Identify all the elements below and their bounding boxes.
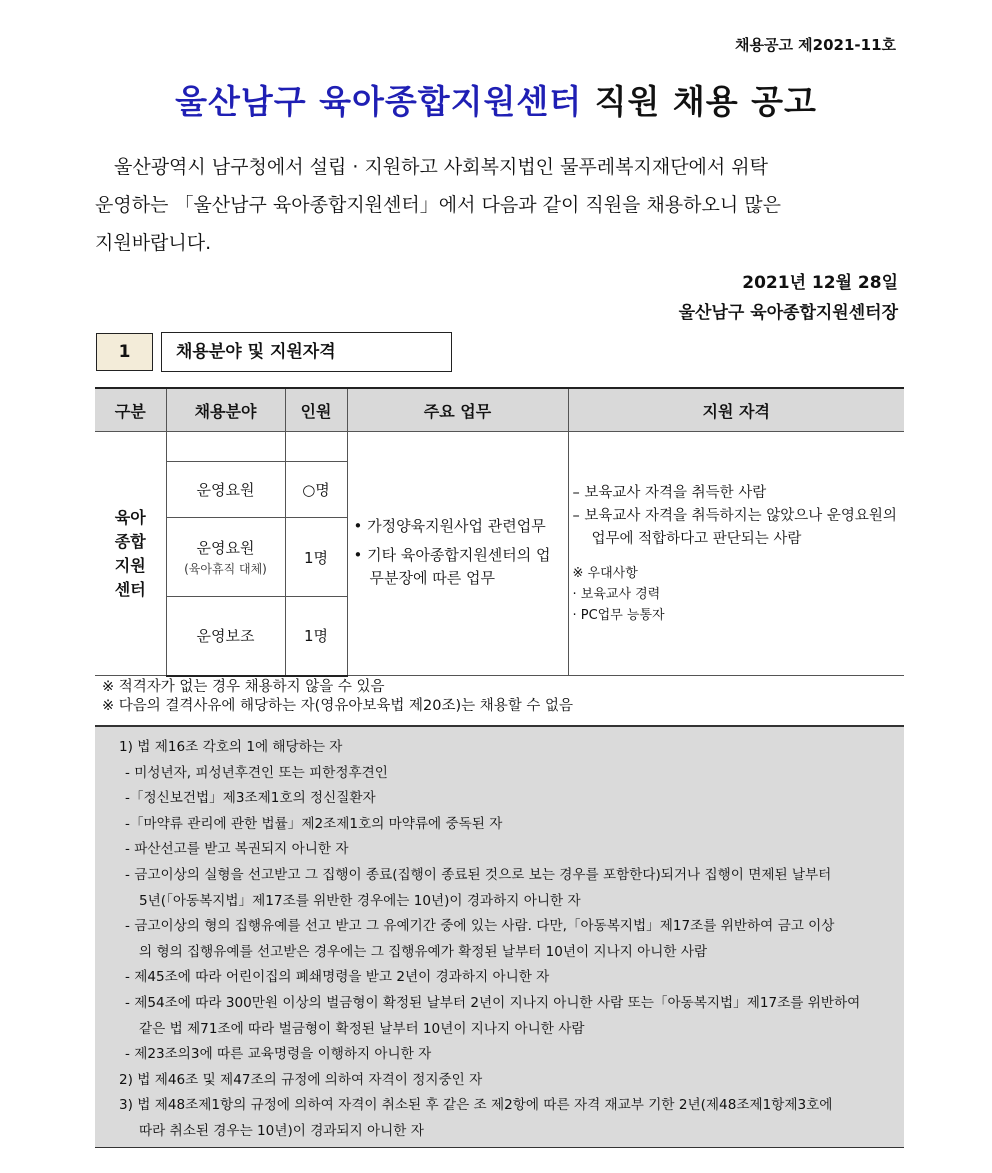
notice-number: 채용공고 제2021-11호	[734, 36, 896, 54]
field-cell: 운영요원	[166, 462, 285, 518]
disqualification-box	[95, 725, 904, 1148]
page-title	[0, 76, 992, 123]
disqualification-item: - 파산선고를 받고 복권되지 아니한 자	[125, 841, 349, 858]
duties-cell	[347, 432, 568, 676]
disqualification-item: - 제45조에 따라 어린이집의 폐쇄명령을 받고 2년이 경과하지 아니한 자	[125, 969, 550, 986]
count-cell: 1명	[285, 518, 347, 597]
preference-item: · PC업무 능통자	[572, 607, 665, 623]
disqualification-item: - 제23조의3에 따른 교육명령을 이행하지 아니한 자	[125, 1046, 432, 1063]
duty-item: • 가정양육지원사업 관련업무	[353, 516, 546, 535]
title-recruit-notice: 직원 채용 공고	[594, 82, 817, 121]
qualifications-cell	[568, 432, 904, 676]
table-spacer-row	[95, 432, 904, 462]
header-qualifications: 지원 자격	[568, 388, 904, 432]
disqualification-clause: 3) 법 제48조제1항의 규정에 의하여 자격이 취소된 후 같은 조 제2항에 따른 자격 재교부 기한 2년(제48조제1항제3호에	[119, 1097, 833, 1114]
note-item: ※ 적격자가 없는 경우 채용하지 않을 수 있음	[102, 679, 385, 695]
disqualification-item: -「정신보건법」제3조제1호의 정신질환자	[125, 790, 376, 807]
header-count: 인원	[285, 388, 347, 432]
duty-item: • 기타 육아종합지원센터의 업무분장에 따른 업무	[353, 545, 551, 587]
field-cell: 운영보조	[166, 597, 285, 676]
count-cell: 1명	[285, 597, 347, 676]
disqualification-item: -「마약류 관리에 관한 법률」제2조제1호의 마약류에 중독된 자	[125, 815, 503, 832]
preferences	[573, 563, 899, 626]
intro-paragraph	[95, 148, 900, 262]
header-field: 채용분야	[166, 388, 285, 432]
disqualification-item: - 제54조에 따라 300만원 이상의 벌금형이 확정된 날부터 2년이 지나지 아니한 사람 또는「아동복지법」제17조를 위반하여	[125, 994, 861, 1011]
field-note: (육아휴직 대체)	[184, 562, 267, 576]
intro-line: 울산광역시 남구청에서 설립 · 지원하고 사회복지법인 물푸레복지재단에서 위탁	[114, 156, 768, 178]
disqualification-item: 의 형의 집행유예를 선고받은 경우에는 그 집행유예가 확정된 날부터 10년이 지나지 아니한 사람	[139, 943, 708, 960]
disqualification-item: - 미성년자, 피성년후견인 또는 피한정후견인	[125, 764, 388, 781]
qualification-item: – 보육교사 자격을 취득한 사람	[572, 484, 767, 501]
disqualification-item: 따라 취소된 경우는 10년)이 경과되지 아니한 자	[139, 1122, 424, 1139]
section-title: 채용분야 및 지원자격	[161, 332, 452, 372]
header-category: 구분	[95, 388, 166, 432]
note-item: ※ 다음의 결격사유에 해당하는 자(영유아보육법 제20조)는 채용할 수 없음	[102, 698, 573, 714]
count-cell: ○명	[285, 462, 347, 518]
category-line: 지원	[114, 555, 146, 575]
disqualification-item: - 금고이상의 형의 집행유예를 선고 받고 그 유예기간 중에 있는 사람. 다만,「아동복지법」제17조를 위반하여 금고 이상	[125, 918, 835, 935]
field-name: 운영요원	[196, 539, 255, 557]
category-line: 육아	[114, 507, 146, 527]
category-line: 센터	[114, 579, 146, 599]
announcement-date: 2021년 12월 28일	[742, 273, 898, 293]
title-center-name: 울산남구 육아종합지원센터	[175, 82, 583, 121]
header-duties: 주요 업무	[347, 388, 568, 432]
category-line: 종합	[114, 531, 146, 551]
disqualification-item: 5년(「아동복지법」제17조를 위반한 경우에는 10년)이 경과하지 아니한 자	[139, 892, 581, 909]
category-cell	[95, 432, 166, 676]
notes	[102, 678, 573, 716]
table-header-row	[95, 388, 904, 432]
disqualification-item: - 금고이상의 실형을 선고받고 그 집행이 종료(집행이 종료된 것으로 보는 경우를 포함한다)되거나 집행이 면제된 날부터	[125, 866, 832, 883]
section-number: 1	[96, 333, 153, 371]
issuing-organization: 울산남구 육아종합지원센터장	[678, 303, 898, 323]
disqualification-clause: 2) 법 제46조 및 제47조의 규정에 의하여 자격이 정지중인 자	[119, 1071, 483, 1088]
intro-line: 지원바랍니다.	[95, 232, 212, 254]
intro-line: 운영하는 「울산남구 육아종합지원센터」에서 다음과 같이 직원을 채용하오니 많은	[95, 194, 781, 216]
recruitment-table	[95, 387, 904, 677]
preference-heading: ※ 우대사항	[572, 565, 638, 581]
disqualification-item: 같은 법 제71조에 따라 벌금형이 확정된 날부터 10년이 지나지 아니한 사람	[139, 1020, 585, 1037]
disqualification-clause: 1) 법 제16조 각호의 1에 해당하는 자	[119, 739, 343, 755]
preference-item: · 보육교사 경력	[572, 586, 661, 602]
field-cell	[166, 518, 285, 597]
qualification-item: – 보육교사 자격을 취득하지는 않았으나 운영요원의 업무에 적합하다고 판단되는 사람	[572, 507, 897, 547]
